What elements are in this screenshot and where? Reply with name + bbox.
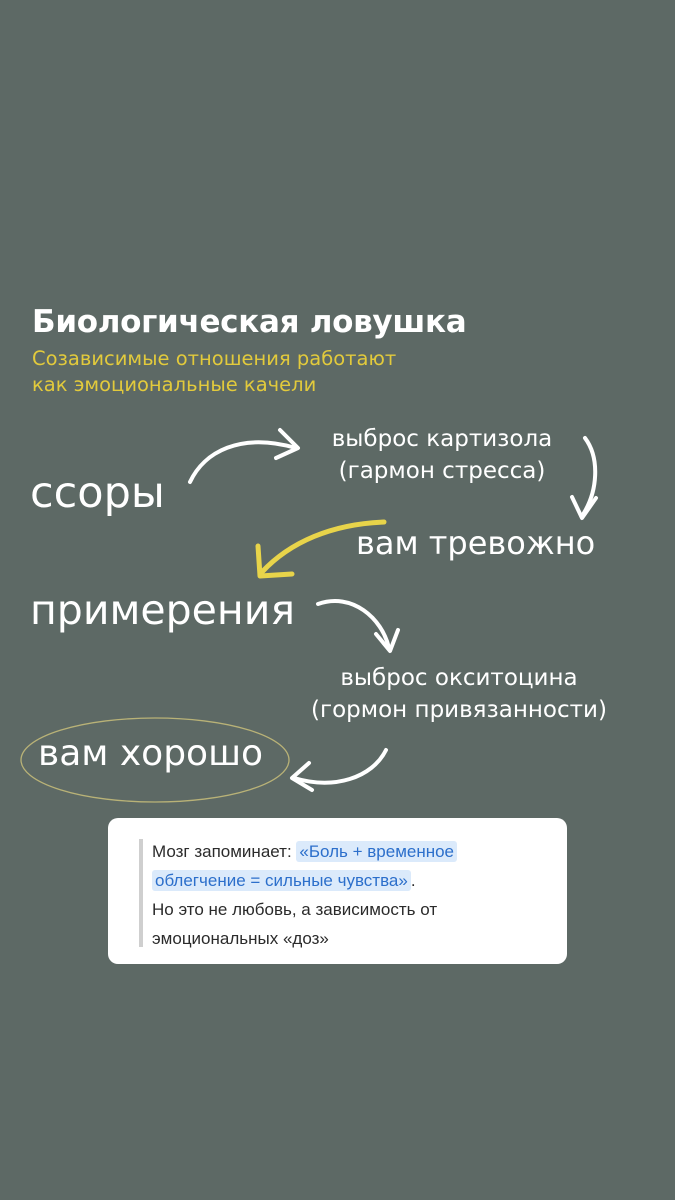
quote-line-4: эмоциональных «доз»: [152, 929, 329, 948]
quote-line-3: Но это не любовь, а зависимость от: [152, 900, 438, 919]
quote-line-1-plain: Мозг запоминает:: [152, 842, 297, 861]
quote-text: [152, 837, 552, 953]
quote-highlight-1: «Боль + временное: [296, 841, 457, 862]
quote-bar: [139, 839, 143, 947]
arrow-quarrel-to-cortisol: [190, 442, 296, 482]
quote-line-2: [152, 866, 552, 895]
arrow-reconciliation-to-oxytocin: [318, 601, 389, 648]
cortisol-line-2: (гармон стресса): [338, 458, 546, 484]
arrow-oxytocin-to-good-head: [292, 763, 312, 790]
node-quarrels: ссоры: [30, 468, 165, 518]
page-title: Биологическая ловушка: [32, 304, 467, 340]
oxytocin-line-2: (гормон привязанности): [311, 697, 607, 723]
oxytocin-line-1: выброс окситоцина: [340, 665, 578, 691]
node-cortisol: [312, 423, 572, 487]
quote-line-2-plain: .: [410, 871, 416, 890]
subtitle-line-1: Созависимые отношения работают: [32, 347, 397, 370]
node-oxytocin: [296, 662, 622, 726]
quote-line-1: [152, 837, 552, 866]
cortisol-line-1: выброс картизола: [331, 426, 553, 452]
arrow-cortisol-to-anxious-head: [572, 497, 596, 518]
subtitle-line-2: как эмоциональные качели: [32, 373, 317, 396]
node-anxious: вам тревожно: [356, 524, 596, 562]
node-reconciliation: примерения: [30, 586, 295, 634]
quote-highlight-2: облегчение = сильные чувства»: [152, 870, 411, 891]
quote-card: [108, 818, 567, 964]
node-good: вам хорошо: [38, 733, 264, 774]
